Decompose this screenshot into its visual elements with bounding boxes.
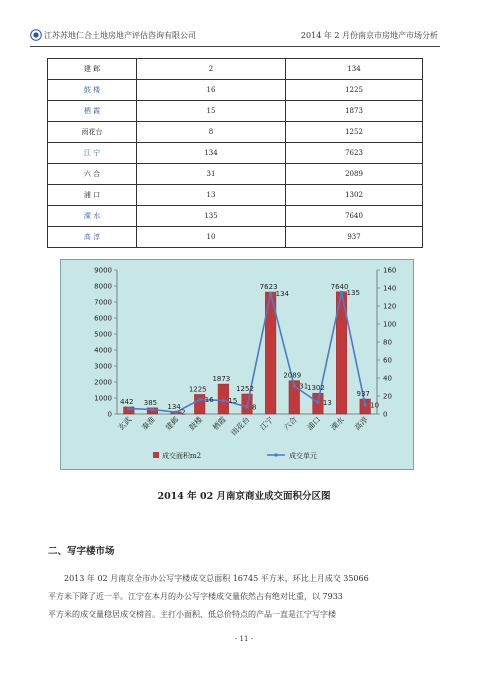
bar-value-label: 1302 xyxy=(306,384,325,393)
district-name-cell: 建 邺 xyxy=(48,59,137,80)
units-point xyxy=(174,411,177,414)
left-tick-label: 8000 xyxy=(94,282,112,291)
unit-count-cell: 2 xyxy=(137,59,286,80)
area-cell: 1225 xyxy=(286,80,423,101)
district-name-cell: 六 合 xyxy=(48,164,137,185)
district-name-cell: 浦 口 xyxy=(48,185,137,206)
district-name-cell: 高 淳 xyxy=(48,227,137,248)
unit-count-cell: 135 xyxy=(137,206,286,227)
units-point xyxy=(222,399,225,402)
category-label: 高淳 xyxy=(352,415,370,433)
line-value-label: 15 xyxy=(228,397,238,405)
left-tick-label: 7000 xyxy=(94,298,112,307)
units-point xyxy=(269,292,272,295)
category-label: 鼓楼 xyxy=(187,415,205,433)
bar-value-label: 7640 xyxy=(330,282,349,291)
bar-value-label: 385 xyxy=(143,398,158,407)
bar-value-label: 1252 xyxy=(236,384,254,393)
units-point xyxy=(151,408,154,411)
line-value-label: 2 xyxy=(181,408,186,417)
table-row xyxy=(48,227,423,248)
right-tick-label: 20 xyxy=(383,392,392,401)
district-name-cell: 江 宁 xyxy=(48,143,137,164)
table-row xyxy=(48,143,423,164)
right-tick-label: 160 xyxy=(383,266,397,275)
left-tick-label: 3000 xyxy=(94,362,112,371)
table-row xyxy=(48,101,423,122)
category-label: 雨花台 xyxy=(229,415,252,438)
unit-count-cell: 10 xyxy=(137,227,286,248)
line-value-label: 31 xyxy=(299,382,309,391)
unit-count-cell: 13 xyxy=(137,185,286,206)
company-logo-icon xyxy=(30,29,42,41)
units-point xyxy=(198,398,201,401)
unit-count-cell: 31 xyxy=(137,164,286,185)
bar-value-label: 134 xyxy=(167,402,181,411)
section-title: 二、写字楼市场 xyxy=(48,546,115,557)
unit-count-cell: 15 xyxy=(137,101,286,122)
section-paragraph xyxy=(48,570,408,624)
legend-bar-label: 成交面积m2 xyxy=(162,452,202,460)
table-row xyxy=(48,122,423,143)
category-label: 溧水 xyxy=(328,415,346,433)
table-row xyxy=(48,80,423,101)
paragraph-line: 平方米下降了近一半。江宁在本月的办公写字楼成交量依然占有绝对比重，以 7933 xyxy=(48,592,343,601)
table-row xyxy=(48,59,423,80)
category-label: 玄武 xyxy=(116,415,134,433)
line-value-label: 16 xyxy=(204,396,214,405)
right-tick-label: 140 xyxy=(383,284,397,293)
line-value-label: 8 xyxy=(252,403,257,412)
left-tick-label: 9000 xyxy=(94,266,112,275)
units-point xyxy=(293,385,296,388)
units-point xyxy=(245,405,248,408)
table-row xyxy=(48,206,423,227)
legend-bar-swatch xyxy=(153,452,159,458)
district-name-cell: 栖 霞 xyxy=(48,101,137,122)
paragraph-line: 平方米的成交量稳居成交榜首。主打小面积、低总价特点的产品一直是江宁写字楼 xyxy=(48,610,336,619)
line-value-label: 10 xyxy=(370,401,380,410)
page-number: - 11 - xyxy=(234,635,254,643)
area-cell: 1873 xyxy=(286,101,423,122)
table-row xyxy=(48,185,423,206)
district-name-cell: 溧 水 xyxy=(48,206,137,227)
category-label: 秦淮 xyxy=(139,415,157,433)
right-tick-label: 40 xyxy=(383,374,392,383)
right-tick-label: 120 xyxy=(383,302,397,311)
bar-value-label: 1873 xyxy=(212,375,231,384)
unit-count-cell: 8 xyxy=(137,122,286,143)
right-tick-label: 100 xyxy=(383,320,397,329)
bar xyxy=(194,394,205,414)
bar-value-label: 1225 xyxy=(188,385,207,394)
header-divider xyxy=(30,46,440,47)
units-point xyxy=(127,407,130,410)
district-bar-line-chart xyxy=(61,260,413,469)
units-point xyxy=(364,403,367,406)
line-value-label: 134 xyxy=(275,289,290,298)
company-name: 江苏苏地仁合土地房地产评估咨询有限公司 xyxy=(44,31,196,40)
area-cell: 7640 xyxy=(286,206,423,227)
left-tick-label: 5000 xyxy=(94,330,112,339)
area-cell: 2089 xyxy=(286,164,423,185)
right-tick-label: 0 xyxy=(383,410,388,419)
area-cell: 1302 xyxy=(286,185,423,206)
category-label: 栖霞 xyxy=(210,415,228,433)
area-cell: 134 xyxy=(286,59,423,80)
district-name-cell: 雨花台 xyxy=(48,122,137,143)
units-point xyxy=(316,401,319,404)
category-label: 浦口 xyxy=(305,415,323,433)
bar-value-label: 937 xyxy=(356,390,370,399)
chart-container xyxy=(60,259,414,470)
area-cell: 7623 xyxy=(286,143,423,164)
paragraph-line: 2013 年 02 月南京全市办公写字楼成交总面积 16745 平方米，环比上月成交 35066 xyxy=(64,574,369,583)
category-label: 江宁 xyxy=(258,415,276,433)
left-tick-label: 6000 xyxy=(94,314,112,323)
area-cell: 1252 xyxy=(286,122,423,143)
unit-count-cell: 134 xyxy=(137,143,286,164)
bar-value-label: 442 xyxy=(120,397,134,406)
left-tick-label: 2000 xyxy=(94,378,112,387)
unit-count-cell: 16 xyxy=(137,80,286,101)
table-row xyxy=(48,164,423,185)
chart-caption: 2014 年 02 月南京商业成交面积分区图 xyxy=(157,491,331,502)
legend-line-marker xyxy=(275,454,278,457)
district-name-cell: 鼓 楼 xyxy=(48,80,137,101)
units-point xyxy=(340,291,343,294)
left-tick-label: 0 xyxy=(107,410,112,419)
left-tick-label: 4000 xyxy=(94,346,112,355)
line-value-label: 135 xyxy=(346,289,360,297)
right-tick-label: 80 xyxy=(383,338,392,347)
area-cell: 937 xyxy=(286,227,423,248)
category-label: 六合 xyxy=(281,415,299,433)
bar-value-label: 2089 xyxy=(283,371,302,380)
category-label: 建邺 xyxy=(163,415,181,433)
left-tick-label: 1000 xyxy=(94,394,112,403)
right-tick-label: 60 xyxy=(383,356,392,365)
page-header xyxy=(30,28,458,46)
legend-line-label: 成交单元 xyxy=(289,452,317,460)
report-title: 2014 年 2 月份南京市房地产市场分析 xyxy=(300,31,438,40)
line-value-label: 13 xyxy=(322,398,332,407)
district-data-table xyxy=(47,58,423,248)
bar-value-label: 7623 xyxy=(259,283,278,292)
